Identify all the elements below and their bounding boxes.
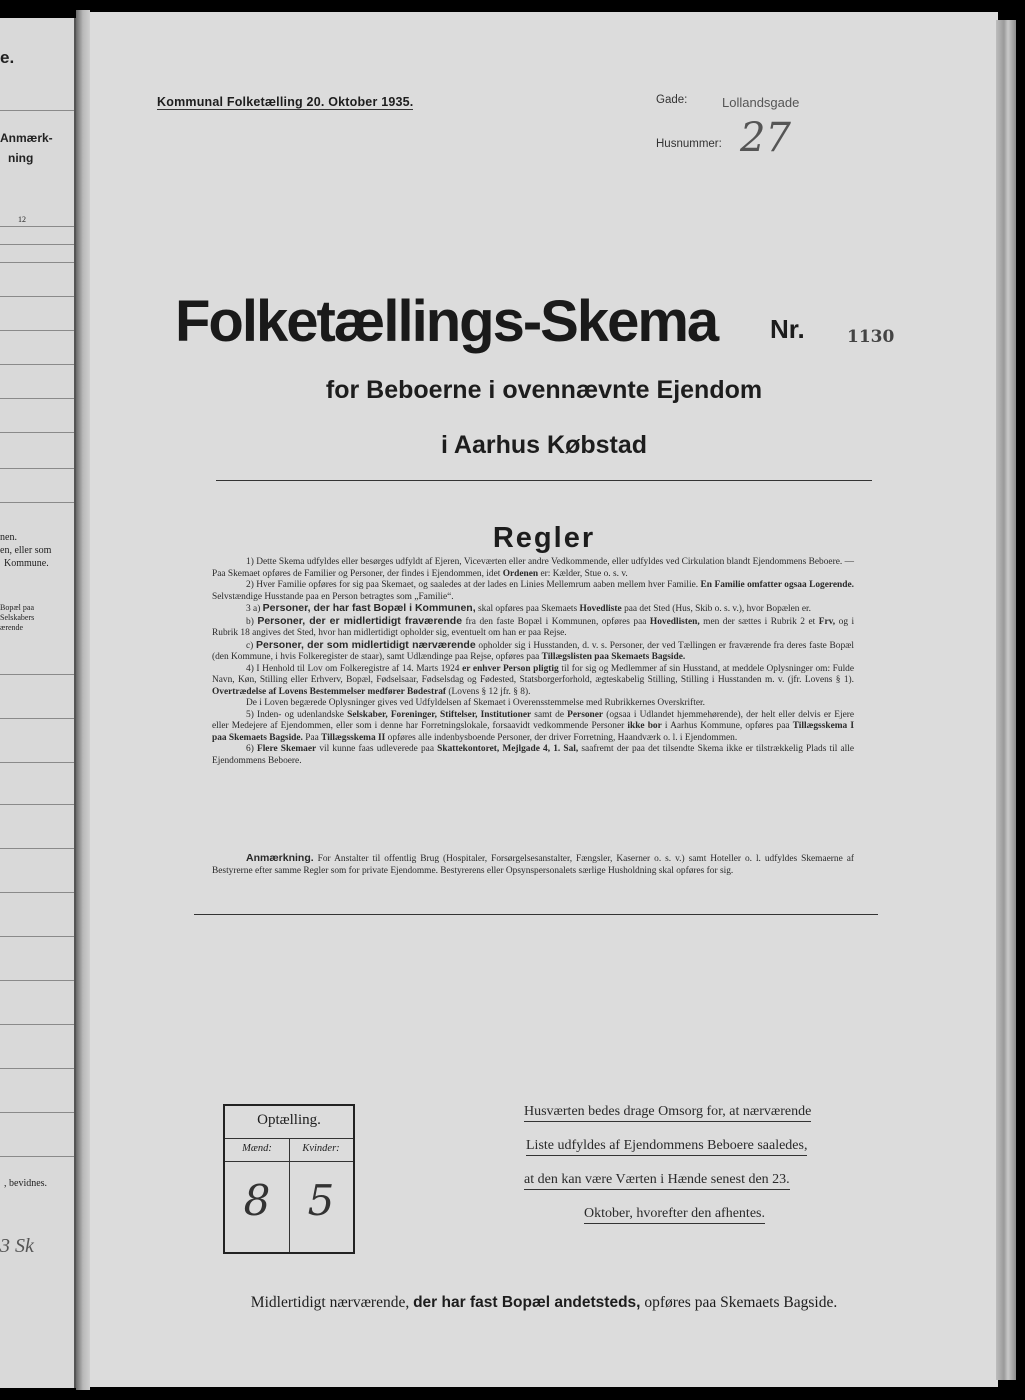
rule-3c: c) Personer, der som midlertidigt nærværende opholder sig i Husstanden, d. v. s. Personer, der ved Tællingen er fraværende fra deres faste Bopæl (den Kommune, i hvis Folkeregister de staar), samt Udlændinge paa Rejse, opføres paa Tillægslisten paa Skemaets Bagside. [212, 638, 855, 662]
women-label: Kvinder: [302, 1143, 340, 1154]
note-section [212, 852, 854, 877]
left-col-heading-1: Anmærk- [0, 131, 53, 145]
rules-text [212, 557, 854, 767]
rule-6: 6) Flere Skemaer vil kunne faas udleverede paa Skattekontoret, Mejlgade 4, 1. Sal, saafremt der paa det tilsendte Skema ikke er tilstrækkelig Plads til alle Ejendommens Beboere. [212, 744, 855, 766]
form-title: Folketællings-Skema [175, 289, 718, 354]
house-number-value: 27 [740, 115, 791, 161]
left-note-1: nen. [0, 532, 17, 543]
rule-4: 4) I Henhold til Lov om Folkeregistre af 14. Marts 1924 er enhver Person pligtig til for sig og Medlemmer af sin Husstand, at meddele Oplysninger om: Fulde Navn, Køn, Stilling eller Erhverv, Bopæl, Fødselsaar, Fødselsdag og Fødested, Statsborgerforhold, ægteskabelig Stilling, Stilling i Husstanden m. v. (jfr. Lovens § 1). Overtrædelse af Lovens Bestemmelser medfører Bødestraf (Lovens § 12 jfr. § 8). [212, 663, 855, 697]
house-number-label: Husnummer: [656, 138, 722, 150]
census-form-page [90, 12, 998, 1387]
footer-note: Midlertidigt nærværende, der har fast Bopæl andetsteds, opføres paa Skemaets Bagside. [250, 1294, 838, 1311]
rule-5: 5) Inden- og udenlandske Selskaber, Foreninger, Stiftelser, Institutioner samt de Personer (ogsaa i Udlandet hjemmehørende), der helt eller delvis er Ejere eller Medejere af Ejendommen, eller som i denne har Forretningslokale, forsaavidt vedkommende Personer ikke bor i Aarhus Kommune, opføres paa Tillægsskema I paa Skemaets Bagside. Paa Tillægsskema II opføres alle indenbysboende Personer, der driver Forretning, Haandværk o. l. i Ejendommen. [212, 709, 855, 743]
left-col-number: 12 [18, 215, 26, 224]
men-count: 8 [243, 1176, 271, 1225]
rule-4b: De i Loven begærede Oplysninger gives ved Udfyldelsen af Skemaet i Overensstemmelse med Rubrikkernes Overskrifter. [246, 698, 705, 708]
instruction-line-1: Husværten bedes drage Omsorg for, at nærværende [524, 1104, 811, 1122]
left-note-5: Selskabers [0, 613, 35, 622]
note-divider [194, 914, 878, 915]
instruction-line-4: Oktober, hvorefter den afhentes. [584, 1206, 765, 1224]
form-subtitle-2: i Aarhus Købstad [440, 431, 648, 459]
count-title: Optælling. [257, 1112, 321, 1128]
left-handwriting: 3 Sk [0, 1235, 34, 1257]
left-note-7: , bevidnes. [4, 1178, 48, 1189]
form-number-value: 1130 [847, 327, 895, 347]
left-col-heading-2: ning [8, 151, 34, 165]
title-divider [216, 480, 872, 481]
note-text: For Anstalter til offentlig Brug (Hospitaler, Forsørgelsesanstalter, Fængsler, Kaserner o. s. v.) samt Hoteller o. l. udfyldes Skemaerne af Bestyrerne efter samme Regler som for private Ejendomme. Bestyrerens eller Opsynspersonalets særlige Husholdning skal opføres for sig. [212, 854, 855, 876]
left-note-2: en, eller som [0, 545, 52, 556]
rules-heading: Regler [492, 522, 596, 554]
left-note-3: Kommune. [4, 558, 49, 569]
rule-1: 1) Dette Skema udfyldes eller besørges udfyldt af Ejeren, Viceværten eller andre Vedkommende, eller udfyldes ved Cirkulation blandt Ejendommens Beboere. — Paa Skemaet opføres de Familier og Personer, der findes i Ejendommen, idet Ordenen er: Kælder, Stue o. s. v. [212, 557, 854, 579]
rule-3a: 3 a) Personer, der har fast Bopæl i Kommunen, skal opføres paa Skemaets Hovedliste paa det Sted (Hus, Skib o. s. v.), hvor Bopælen er. [246, 602, 811, 614]
page-stack-edge [996, 20, 1016, 1380]
form-subtitle-1: for Beboerne i ovennævnte Ejendom [325, 376, 763, 404]
rule-2: 2) Hver Familie opføres for sig paa Skemaet, og saaledes at der lades en Linies Mellemrum aaben mellem hver Familie. En Familie omfatter ogsaa Logerende. Selvstændige Husstande paa en Person betragtes som „Familie“. [212, 580, 854, 602]
women-count: 5 [307, 1176, 335, 1225]
note-lead: Anmærkning. [246, 852, 314, 864]
street-label: Gade: [656, 94, 688, 106]
instruction-line-2: Liste udfyldes af Ejendommens Beboere saaledes, [526, 1138, 807, 1156]
street-value: Lollandsgade [722, 95, 800, 110]
count-box [223, 1104, 355, 1254]
book-gutter [76, 10, 90, 1390]
left-page-top-letter: e. [0, 48, 15, 67]
left-adjacent-page [0, 18, 76, 1388]
left-note-4: Bopæl paa [0, 603, 34, 612]
rule-3b: b) Personer, der er midlertidigt fraværende fra den faste Bopæl i Kommunen, opføres paa Hovedlisten, men der sættes i Rubrik 2 et Frv, og i Rubrik 18 angives det Sted, hvor han midlertidigt opholder sig, eventuelt om han er paa Rejse. [212, 614, 855, 638]
men-label: Mænd: [242, 1143, 272, 1154]
left-note-6: ærende [0, 623, 24, 632]
instruction-line-3: at den kan være Værten i Hænde senest den 23. [524, 1172, 790, 1190]
census-title: Kommunal Folketælling 20. Oktober 1935. [157, 95, 414, 109]
form-number-label: Nr. [770, 314, 805, 344]
